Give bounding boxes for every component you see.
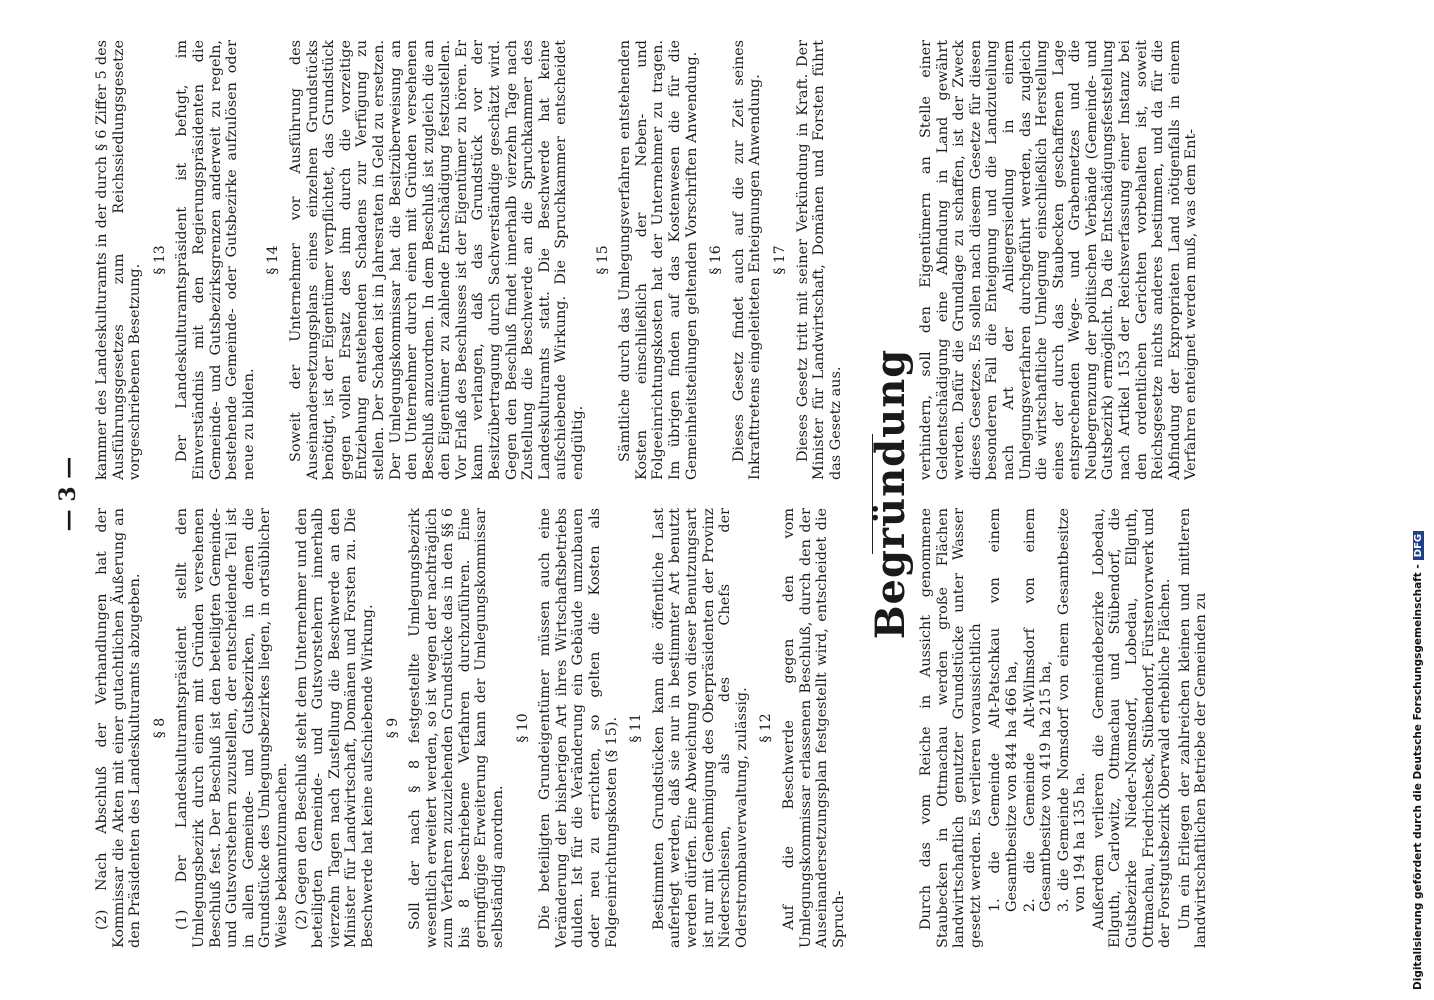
- section-heading: § 14: [265, 245, 282, 275]
- paragraph: (1) Der Landeskulturamtspräsident stellt den Umlegungsbezirk durch einen mit Gründen versehenen Beschluß fest. Der Beschluß ist den beteiligten Gemeinde- und Gutsvorstehern zuzustellen, der entscheidende Teil ist in allen Gemeinde- und Gutsbezirken, in denen die Grundstücke des Umlegungsbezirkes liegen, in ortsüblicher Weise bekanntzumachen.: [174, 508, 290, 948]
- column-right: [94, 40, 850, 480]
- paragraph: Dieses Gesetz findet auch auf die zur Zeit seines Inkrafttretens eingeleiteten Enteignungen Anwendung.: [730, 40, 764, 480]
- paragraph: Soweit der Unternehmer vor Ausführung des Auseinandersetzungsplans eines einzelnen Grundstücks benötigt, ist der Eigentümer verpflichtet, das Grundstück gegen vollen Ersatz des ihm durch die vorzeitige Entziehung entstehenden Schadens zur Verfügung zu stellen. Der Schaden ist in Jahresraten in Geld zu ersetzen. Der Umlegungskommissar hat die Besitzüberweisung an den Unternehmer durch einen mit Gründen versehenen Beschluß anzuordnen. In dem Beschluß ist zugleich die an den Eigentümer zu zahlende Entschädigung festzustellen. Vor Erlaß des Beschlusses ist der Eigentümer zu hören. Er kann verlangen, daß das Grundstück vor der Besitzübertragung durch Sachverständige geschätzt wird. Gegen den Beschluß findet innerhalb vierzehn Tage nach Zustellung die Beschwerde an die Spruchkammer des Landeskulturamts statt. Die Beschwerde hat keine aufschiebende Wirkung. Die Spruchkammer entscheidet endgültig.: [287, 40, 587, 480]
- credit-text: Digitalisierung gefördert durch die Deutsche Forschungsgemeinschaft -: [1412, 564, 1424, 990]
- paragraph: kammer des Landeskulturamts in der durch § 6 Ziffer 5 des Ausführungsgesetzes zum Reichssiedlungsgesetze vorgeschriebenen Besetzung.: [94, 40, 144, 480]
- paragraph: verhindern, soll den Eigentümern an Stelle einer Geldentschädigung eine Abfindung in Land gewährt werden. Dafür die Grundlage zu schaffen, ist der Zweck dieses Gesetzes. Es sollen nach diesem Gesetze für diesen besonderen Fall die Enteignung und die Landzuteilung nach Art der Anliegersiedlung in einem Umlegungsverfahren durchgeführt werden, das zugleich die wirtschaftliche Umlegung einschließlich Herstellung eines der durch das Staubecken geschaffenen Lage entsprechenden Wege- und Grabennetzes und die Neubegrenzung der politischen Verbände (Gemeinde- und Gutsbezirk) ermöglicht. Da die Entschädigungsfeststellung nach Artikel 153 der Reichsverfassung einer Instanz bei den ordentlichen Gerichten vorbehalten ist, soweit Reichsgesetze nichts anderes bestimmen, und da für die Abfindung der Expropriaten Land nötigenfalls in einem Verfahren enteignet werden muß, was dem Ent-: [917, 40, 1200, 480]
- section-heading: § 15: [594, 245, 611, 275]
- section-heading: § 17: [771, 245, 788, 275]
- page-number: — 3 —: [55, 456, 81, 532]
- paragraph: (2) Nach Abschluß der Verhandlungen hat der Kommissar die Akten mit einer gutachtlichen Äußerung an den Präsidenten des Landeskulturamts abzugeben.: [94, 508, 144, 948]
- paragraph: Auf die Beschwerde gegen den vom Umlegungskommissar erlassenen Beschluß, durch den der Auseinandersetzungsplan festgestellt wird, entscheidet die Spruch-: [780, 508, 847, 948]
- section-heading: § 16: [708, 245, 725, 275]
- paragraph: Bestimmten Grundstücken kann die öffentliche Last auferlegt werden, daß sie nur in bestimmter Art benutzt werden dürfen. Eine Abweichung von dieser Benutzungsart ist nur mit Genehmigung des Oberpräsidenten der Provinz Niederschlesien, als des Chefs der Oderstrombauverwaltung, zulässig.: [650, 508, 750, 948]
- begruendung-column-right: [918, 40, 1213, 480]
- paragraph: (2) Gegen den Beschluß steht dem Unternehmer und den beteiligten Gemeinde- und Gutsvorstehern innerhalb vierzehn Tagen nach Zustellung die Beschwerde an den Minister für Landwirtschaft, Domänen und Forsten zu. Die Beschwerde hat keine aufschiebende Wirkung.: [293, 508, 376, 948]
- section-heading: § 12: [758, 713, 775, 743]
- digitization-credit: [1412, 531, 1424, 990]
- paragraph: Sämtliche durch das Umlegungsverfahren entstehenden Kosten einschließlich der Neben- und Folgeeinrichtungskosten hat der Unternehmer zu tragen. Im übrigen finden auf das Kostenwesen die für die Gemeinheitsteilungen geltenden Vorschriften Anwendung.: [617, 40, 700, 480]
- begruendung-columns: [918, 40, 1213, 948]
- paragraph: Die beteiligten Grundeigentümer müssen auch eine Veränderung der bisherigen Art ihres Wirtschaftsbetriebs dulden. Ist für die Veränderung ein Gebäude umzubauen oder neu zu errichten, so gelten die Kosten als Folgeeinrichtungskosten (§ 15).: [537, 508, 620, 948]
- section-heading: § 11: [628, 713, 645, 743]
- paragraph: Durch das vom Reiche in Aussicht genommene Staubecken in Ottmachau werden große Flächen landwirtschaftlich genutzter Grundstücke unter Wasser gesetzt werden. Es verlieren voraussichtlich: [917, 508, 984, 948]
- section-heading: § 13: [151, 245, 168, 275]
- paragraph: Dieses Gesetz tritt mit seiner Verkündung in Kraft. Der Minister für Landwirtschaft, Domänen und Forsten führt das Gesetz aus.: [794, 40, 844, 480]
- paragraph: Soll der nach § 8 festgestellte Umlegungsbezirk wesentlich erweitert werden, so ist wegen der nachträglich zum Verfahren zuzuziehenden Grundstücke das in den §§ 6 bis 8 beschriebene Verfahren durchzuführen. Eine geringfügige Erweiterung kann der Umlegungskommissar selbständig anordnen.: [407, 508, 507, 948]
- paragraph: Der Landeskulturamtspräsident ist befugt, im Einverständnis mit den Regierungspräsidenten die Gemeinde- und Gutsbezirksgrenzen anderweit zu regeln, bestehende Gemeinde- oder Gutsbezirke aufzulösen oder neue zu bilden.: [174, 40, 257, 480]
- begruendung-title: Begründung: [867, 348, 915, 640]
- begruendung-column-left: [918, 508, 1213, 948]
- column-left: [94, 508, 850, 948]
- law-text-columns: [94, 40, 850, 948]
- list-item: 2. die Gemeinde Alt-Wilmsdorf von einem Gesamtbesitze von 419 ha 215 ha,: [1021, 508, 1055, 912]
- loss-list: [987, 508, 1089, 948]
- dfg-logo-badge: DFG: [1413, 531, 1424, 560]
- list-item: 1. die Gemeinde Alt-Patschkau von einem Gesamtbesitze von 844 ha 466 ha,: [987, 508, 1020, 912]
- paragraph: Um ein Erliegen der zahlreichen kleinen und mittleren landwirtschaftlichen Betriebe der Gemeinden zu: [1176, 508, 1210, 948]
- paragraph: Außerdem verlieren die Gemeindebezirke Lobedau, Ellguth, Carlowitz, Ottmachau und Stübendorf, die Gutsbezirke Nieder-Nomsdorf, Lobedau, Ellguth, Ottmachau, Friedrichseck, Stübendorf, Fürstenvorwerk und der Forstgutsbezirk Oberwald erhebliche Flächen.: [1090, 508, 1174, 948]
- section-heading: § 8: [151, 717, 168, 739]
- section-heading: § 10: [514, 713, 531, 743]
- section-heading: § 9: [384, 717, 401, 739]
- list-item: 3. die Gemeinde Nomsdorf von einem Gesamtbesitze von 194 ha 135 ha.: [1055, 508, 1089, 912]
